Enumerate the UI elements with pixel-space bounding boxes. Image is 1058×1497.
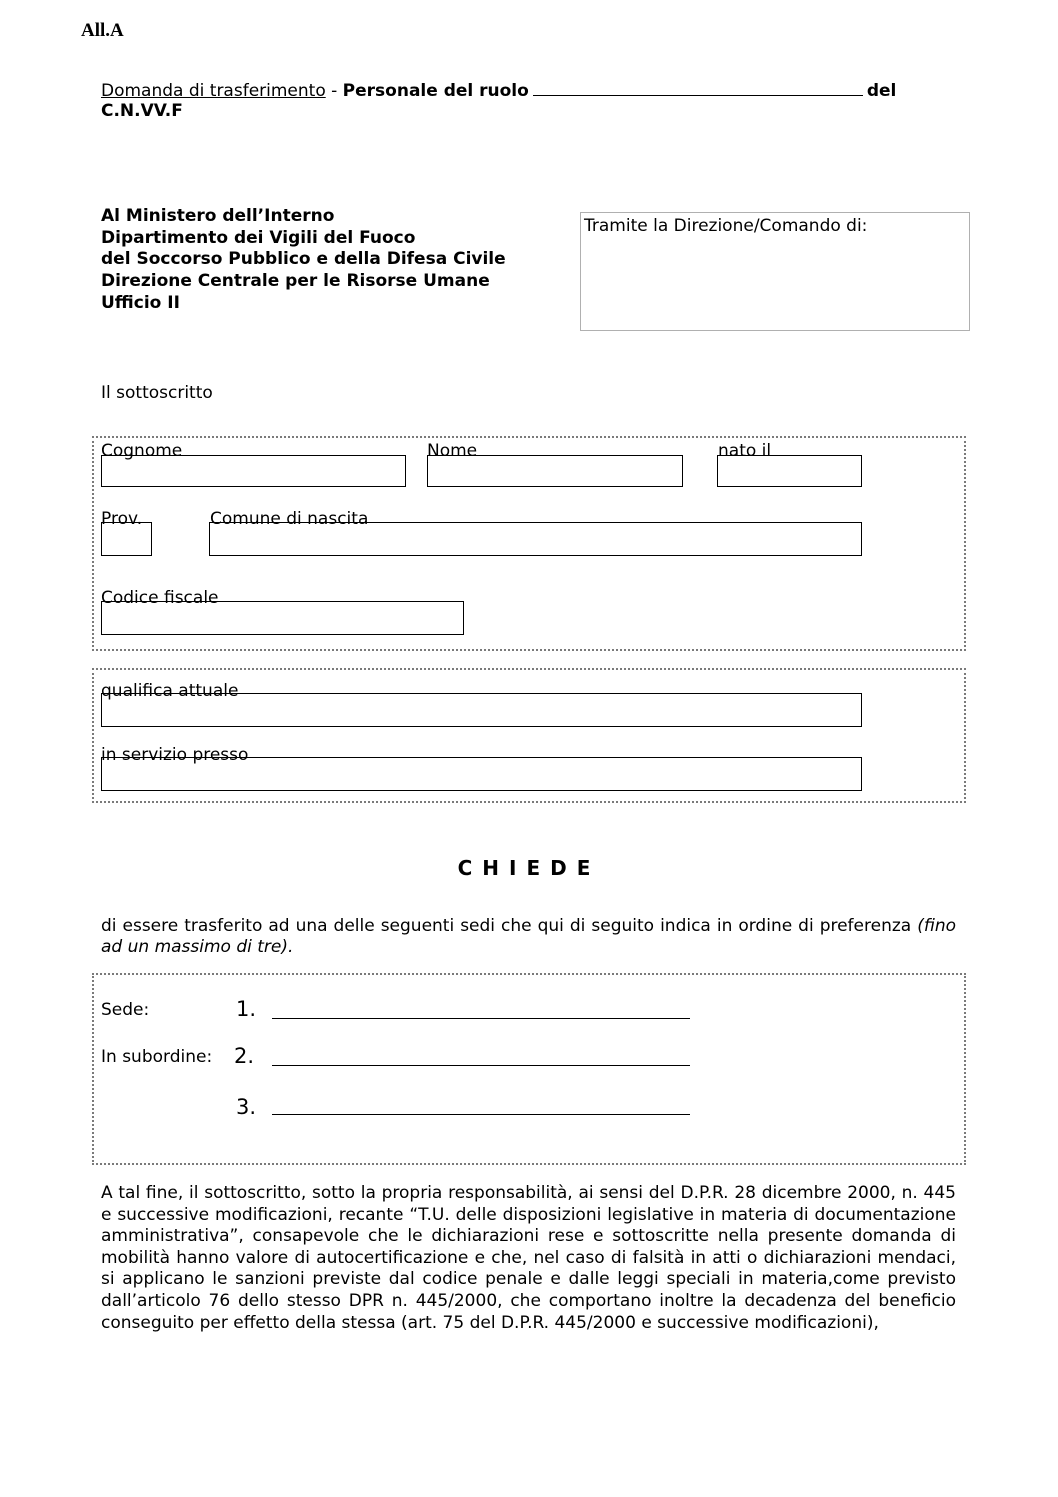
form-title-dash: - [325,81,343,101]
intro-text: Il sottoscritto [101,383,213,403]
sedi-section [92,973,966,1165]
tramite-label: Tramite la Direzione/Comando di: [584,216,868,236]
request-heading: CHIEDE [457,856,601,880]
sede-number-3: 3. [236,1095,257,1119]
cognome-label: Cognome [101,441,183,461]
prov-field[interactable] [101,522,152,556]
codice-fiscale-field[interactable] [101,601,464,635]
form-title-role: Personale del ruolo [342,81,529,101]
nome-field[interactable] [427,455,683,487]
servizio-label: in servizio presso [101,745,249,765]
request-text-note: (fino ad un massimo di tre). [101,916,956,957]
nato-il-label: nato il [718,441,772,461]
sede-line-2[interactable] [272,1065,690,1066]
sede-line-1[interactable] [272,1018,690,1019]
addressee-line: Ufficio II [101,292,180,313]
cognome-field[interactable] [101,455,406,487]
comune-field[interactable] [209,522,862,556]
role-blank-line[interactable] [533,81,863,96]
addressee-line: Al Ministero dell’Interno [101,206,335,226]
prov-label: Prov. [101,509,143,529]
form-title-line2: C.N.VV.F [101,101,183,121]
addressee-line: Direzione Centrale per le Risorse Umane [101,271,490,292]
codice-fiscale-label: Codice fiscale [101,588,219,608]
form-title-underlined: Domanda di trasferimento [101,81,326,101]
addressee-block [101,206,506,315]
addressee-line: del Soccorso Pubblico e della Difesa Civile [101,249,506,270]
request-text [101,916,956,958]
sede-number-2: 2. [234,1044,255,1068]
request-text-main: di essere trasferito ad una delle seguenti sedi che qui di seguito indica in ordine di preferenza [101,916,912,936]
declaration-text: A tal fine, il sottoscritto, sotto la propria responsabilità, ai sensi del D.P.R. 28 dicembre 2000, n. 445 e successive modificazioni, recante “T.U. delle disposizioni legislative in materia di documentazione amministrativa”, consapevole che le dichiarazioni rese e sottoscritte nella presente domanda di mobilità hanno valore di autocertificazione e che, nel caso di falsità in atti o dichiarazioni mendaci, si applicano le sanzioni previste dal codice penale e dalle leggi speciali in materia,come previsto dall’articolo 76 dello stesso DPR n. 445/2000, che comportano inoltre la decadenza del beneficio conseguito per effetto della stessa (art. 75 del D.P.R. 445/2000 e successive modificazioni), [101,1183,956,1333]
addressee-line: Dipartimento dei Vigili del Fuoco [101,227,416,248]
attachment-label: All.A [81,20,124,41]
servizio-field[interactable] [101,757,862,791]
comune-label: Comune di nascita [210,509,369,529]
form-title-del: del [866,81,897,101]
nome-label: Nome [427,441,478,461]
subordine-label: In subordine: [101,1047,213,1067]
qualifica-field[interactable] [101,693,862,727]
birth-date-field[interactable] [717,455,862,487]
sede-line-3[interactable] [272,1114,690,1115]
qualifica-label: qualifica attuale [101,681,239,701]
form-title [101,80,961,102]
sede-number-1: 1. [236,997,257,1021]
sede-label: Sede: [101,1000,150,1020]
